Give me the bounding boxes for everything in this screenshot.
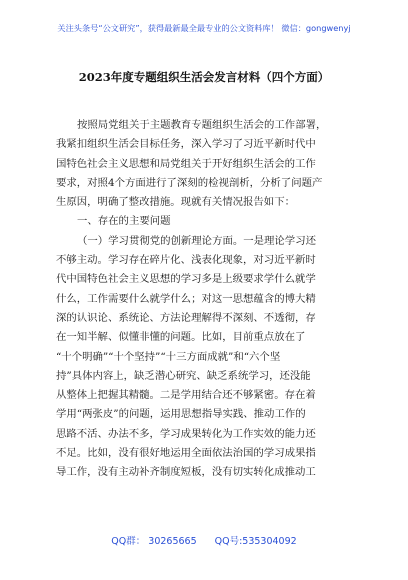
body-line: 我紧扣组织生活会目标任务，深入学习了习近平新时代中 [56, 138, 316, 151]
body-line: （一）学习贯彻党的创新理论方面。一是理论学习还 [77, 234, 316, 247]
footer-contact [0, 535, 408, 548]
footer-qq-group: QQ群： 30265665 [111, 536, 197, 547]
body-line: 思路不活、办法不多，学习成果转化为工作实效的能力还 [56, 427, 316, 440]
body-line: 不足。比如，没有很好地运用全面依法治国的学习成果指 [56, 447, 316, 460]
body-line: “十个明确”“十个坚持”“十三方面成就”和“六个坚 [56, 350, 281, 363]
header-promo-text: 关注头条号“公文研究”，获得最新最全最专业的公文资料库！ 微信：gongwenyj [57, 23, 351, 33]
body-line: 在一知半解、似懂非懂的问题。比如，目前重点放在了 [56, 331, 306, 344]
section-heading: 一、存在的主要问题 [77, 215, 171, 228]
document-body [56, 116, 356, 483]
body-line: 学用“两张皮”的问题，运用思想指导实践、推动工作的 [56, 408, 306, 421]
body-line: 不够主动。学习存在碎片化、浅表化现象，对习近平新时 [56, 254, 316, 267]
body-line: 持”具体内容上，缺乏潜心研究、缺乏系统学习，还没能 [56, 369, 311, 382]
body-line: 从整体上把握其精髓。二是学用结合还不够紧密。存在着 [56, 389, 316, 402]
body-line: 导工作，没有主动补齐制度短板，没有切实转化成推动工 [56, 466, 316, 479]
body-line: 深的认识论、系统论、方法论理解得不深刻、不透彻，存 [56, 311, 316, 324]
body-line: 代中国特色社会主义思想的学习多是上级要求学什么就学 [56, 273, 316, 286]
body-line: 按照局党组关于主题教育专题组织生活会的工作部署， [77, 119, 327, 131]
body-line: 什么，工作需要什么就学什么；对这一思想蕴含的博大精 [56, 292, 316, 305]
body-line: 国特色社会主义思想和局党组关于开好组织生活会的工作 [56, 157, 316, 170]
body-line: 生原因，明确了整改措施。现就有关情况报告如下： [56, 196, 295, 209]
body-line: 要求，对照4个方面进行了深刻的检视剖析，分析了问题产 [56, 176, 323, 189]
document-title: 2023年度专题组织生活会发言材料（四个方面） [78, 70, 330, 84]
footer-qq-number: QQ号:535304092 [214, 536, 297, 547]
